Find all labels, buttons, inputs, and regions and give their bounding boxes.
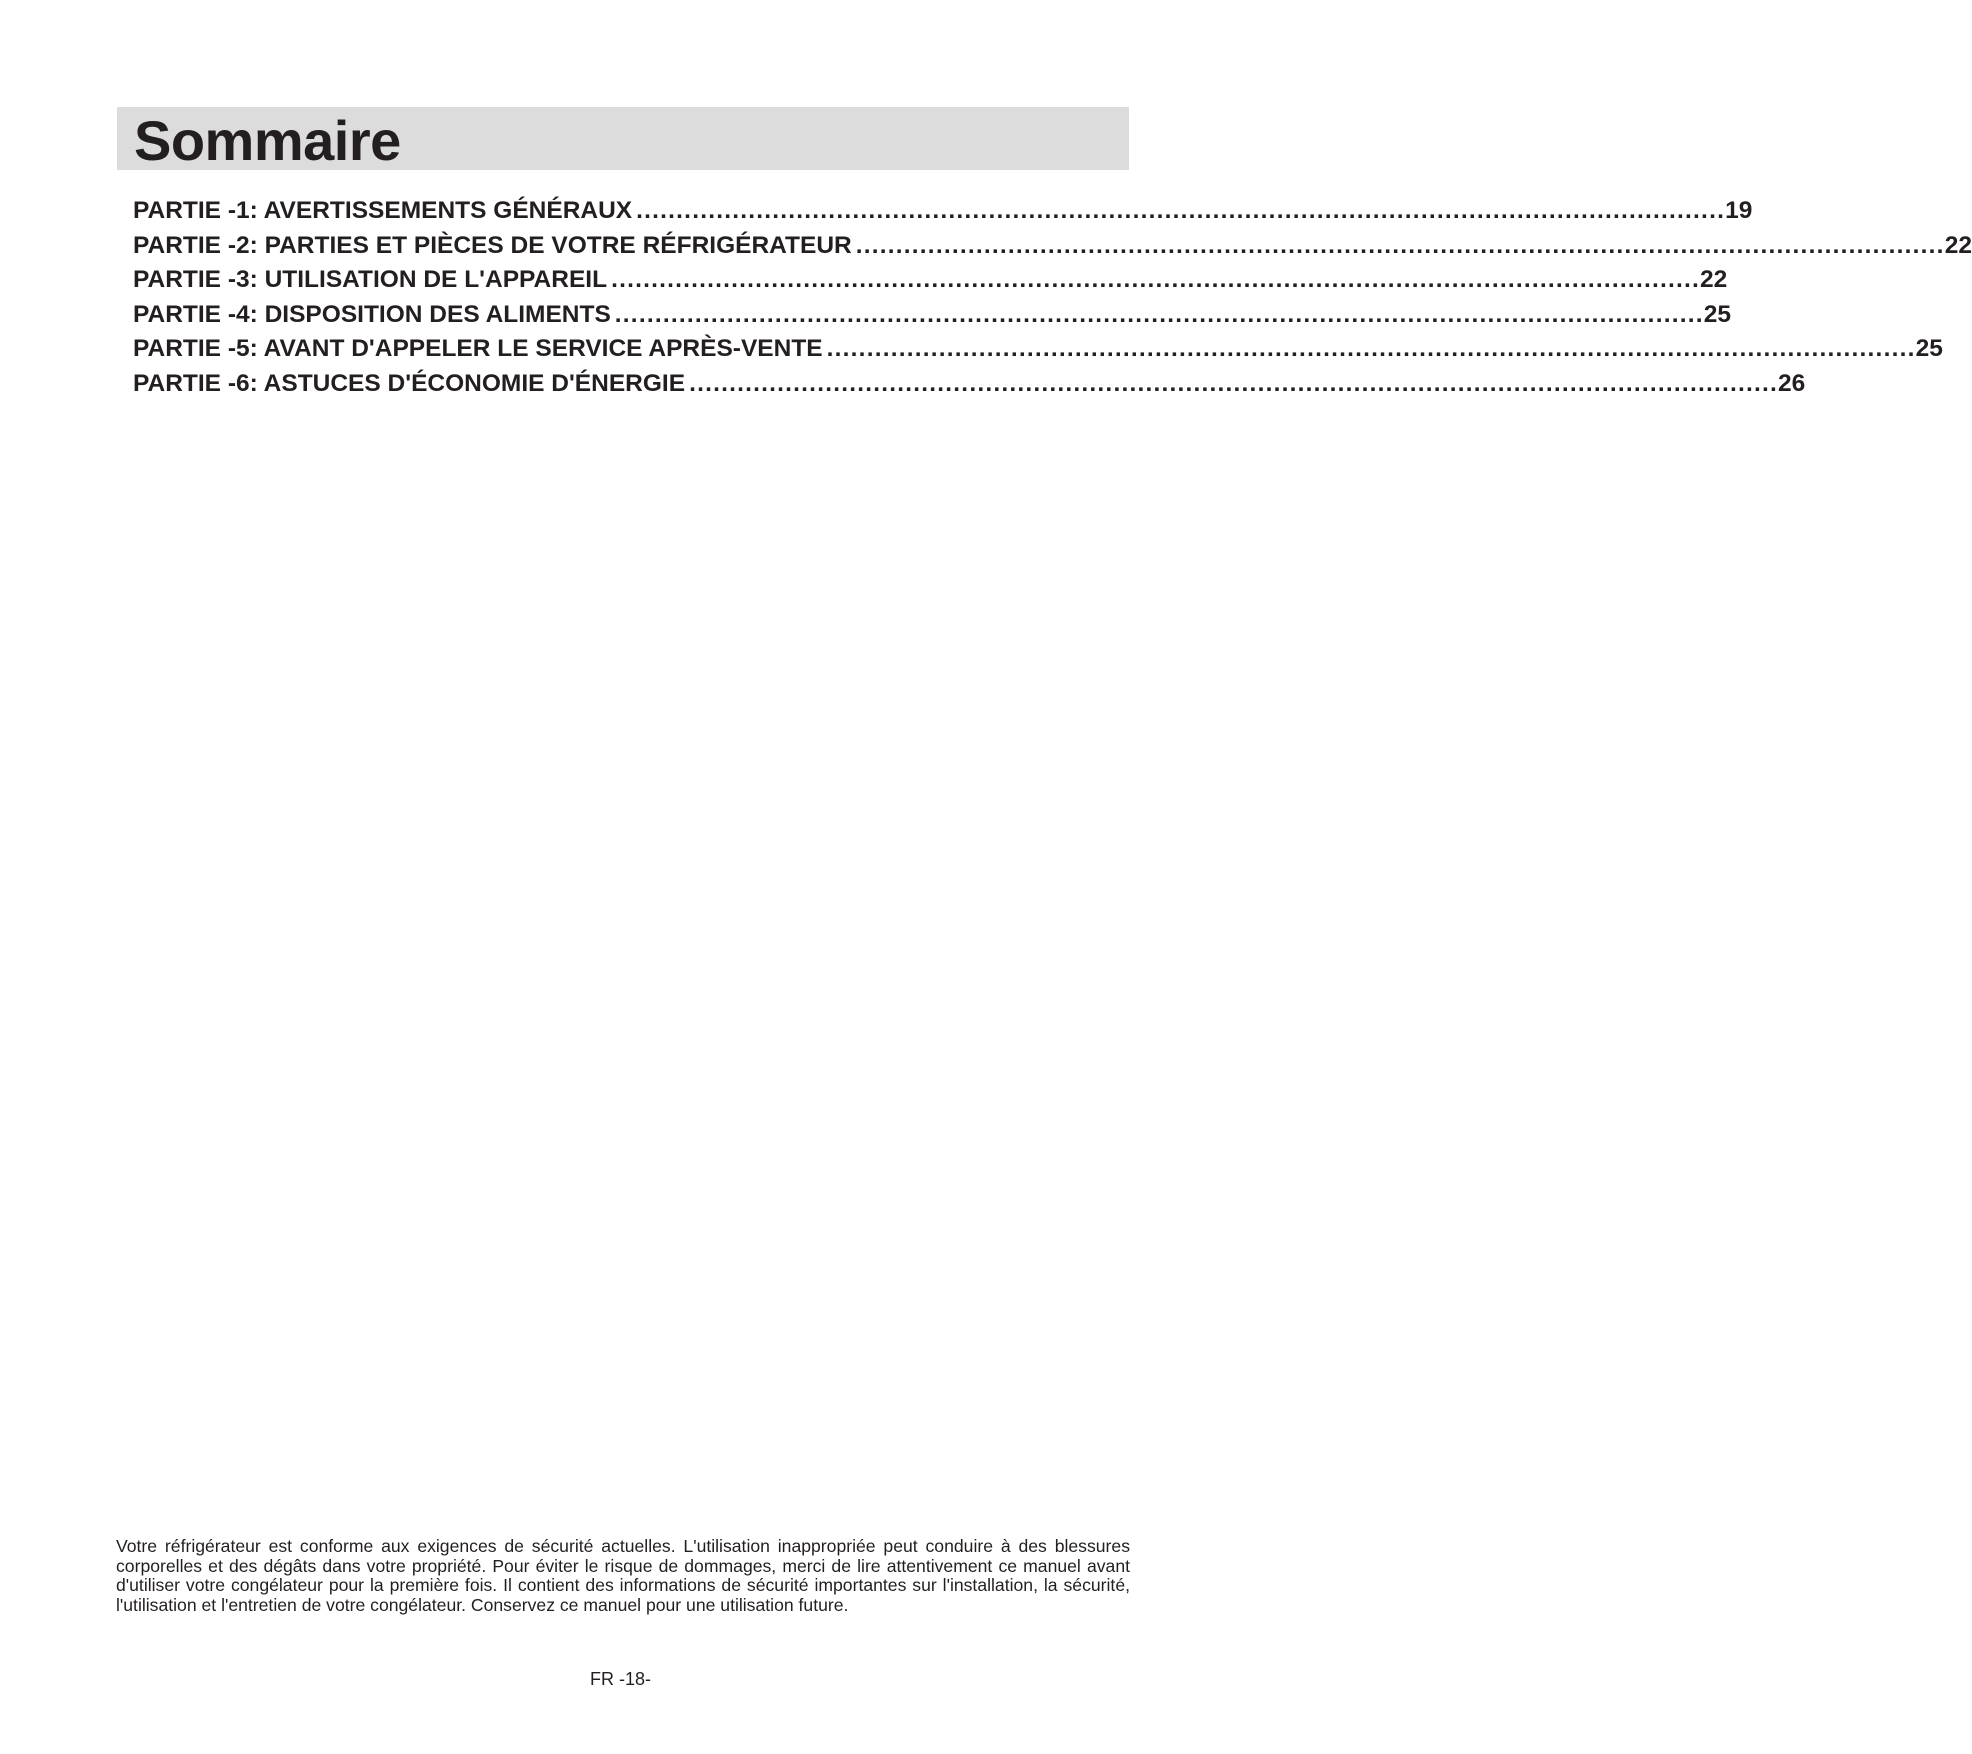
toc-entry-page: 22 (1700, 266, 1728, 294)
toc-entry-label: PARTIE -1: AVERTISSEMENTS GÉNÉRAUX (133, 197, 633, 224)
title-bar (117, 107, 1129, 170)
toc-entry[interactable] (133, 332, 1943, 367)
intro-paragraph: Votre réfrigérateur est conforme aux exigences de sécurité actuelles. L'utilisation inappropriée peut conduire à des blessures corporelles et des dégâts dans votre propriété. Pour éviter le risque de dommages, merci de lire attentivement ce manuel avant d'utiliser votre congélateur pour la première fois. Il contient des informations de sécurité importantes sur l'installation, la sécurité, l'utilisation et l'entretien de votre congélateur. Conservez ce manuel pour une utilisation future. (116, 1536, 1130, 1615)
toc-entry[interactable] (133, 229, 1972, 264)
toc-entry-label: PARTIE -2: PARTIES ET PIÈCES DE VOTRE RÉFRIGÉRATEUR (133, 231, 852, 259)
toc-dot-leader: ........................................................................................................................................ (611, 266, 1700, 294)
toc-entry[interactable] (133, 263, 1728, 298)
toc-entry-page: 26 (1778, 369, 1806, 397)
toc-entry-label: PARTIE -5: AVANT D'APPELER LE SERVICE APRÈS-VENTE (133, 335, 823, 363)
page-number: FR -18- (589, 1669, 651, 1689)
toc-dot-leader: ........................................................................................................................................ (614, 300, 1704, 328)
page-title: Sommaire (134, 109, 401, 172)
toc-dot-leader: ........................................................................................................................................ (689, 369, 1779, 397)
toc-entry-page: 19 (1725, 197, 1753, 224)
toc-entry[interactable] (133, 194, 1753, 229)
toc-entry-label: PARTIE -6: ASTUCES D'ÉCONOMIE D'ÉNERGIE (133, 369, 686, 397)
toc-entry-label: PARTIE -4: DISPOSITION DES ALIMENTS (133, 300, 611, 328)
toc-dot-leader: ........................................................................................................................................ (636, 197, 1726, 224)
toc-entry-label: PARTIE -3: UTILISATION DE L'APPAREIL (133, 266, 608, 294)
toc-dot-leader: ........................................................................................................................................ (826, 335, 1916, 363)
toc-entry-page: 25 (1915, 335, 1943, 363)
toc-entry[interactable] (133, 367, 1806, 402)
toc-dot-leader: ........................................................................................................................................ (855, 231, 1945, 259)
toc-entry[interactable] (133, 298, 1731, 333)
toc-entry-page: 22 (1944, 231, 1972, 259)
table-of-contents (133, 194, 1972, 402)
toc-entry-page: 25 (1703, 300, 1731, 328)
